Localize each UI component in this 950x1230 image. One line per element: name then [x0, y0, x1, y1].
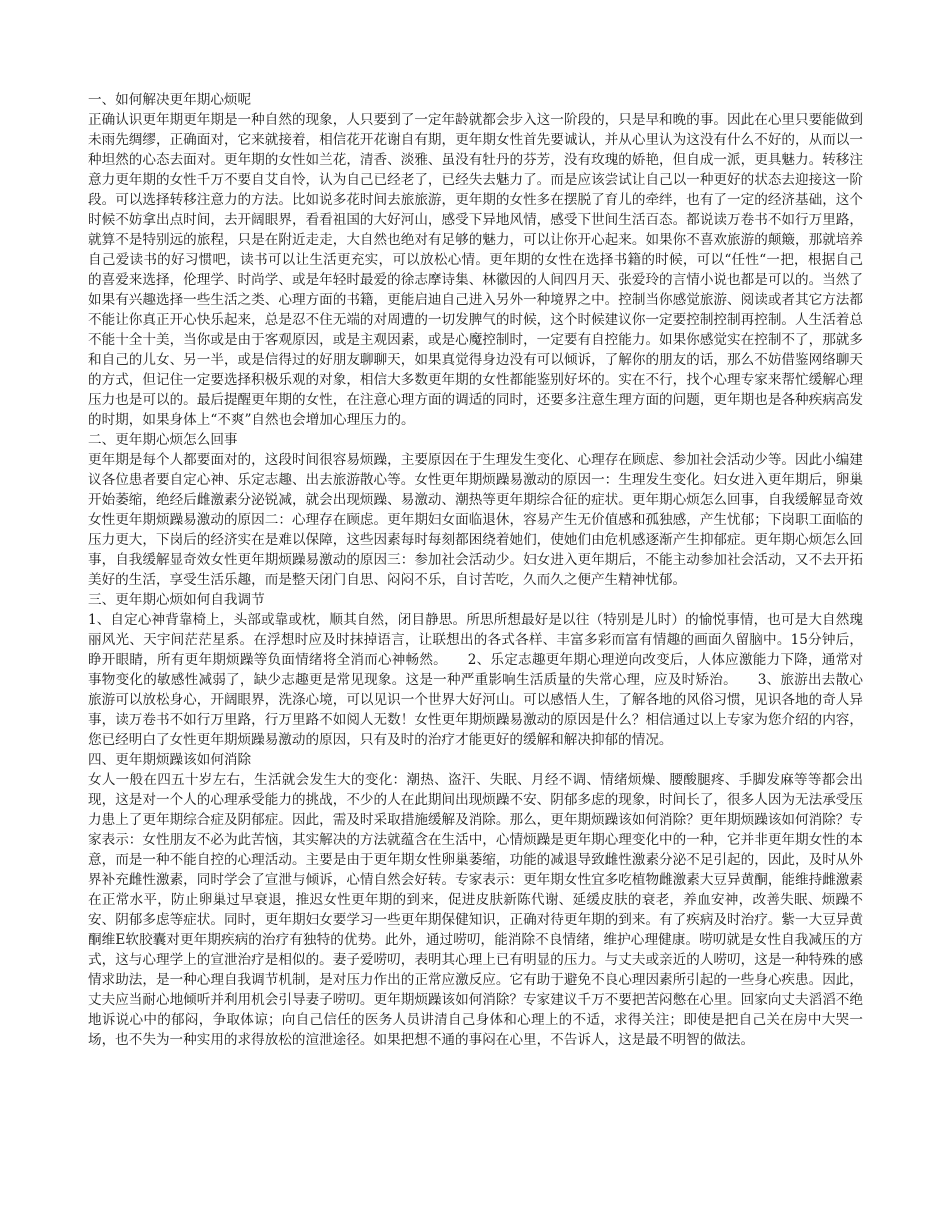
- section-body: 1、自定心神背靠椅上，头部或靠或枕，顺其自然，闭目静思。所思所想最好是以往（特别是儿时）的愉悦事情，也可是大自然瑰丽风光、天宇间茫茫星系。在浮想时应及时抹掉语言，让联想出的各式各样、丰富多彩而富有情趣的画面久留脑中。15分钟后，睁开眼睛，所有更年期烦躁等负面情绪将全消而心神畅然。 2、乐定志趣更年期心理逆向改变后，人体应激能力下降，通常对事物变化的敏感性减弱了，缺少志趣更是常见现象。这是一种严重影响生活质量的失常心理，应及时矫治。 3、旅游出去散心旅游可以放松身心，开阔眼界，洗涤心境，可以见识一个世界大好河山。可以感悟人生，了解各地的风俗习惯，见识各地的奇人异事，读万卷书不如行万里路，行万里路不如阅人无数！女性更年期烦躁易激动的原因是什么？相信通过以上专家为您介绍的内容，您已经明白了女性更年期烦躁易激动的原因，只有及时的治疗才能更好的缓解和解决抑郁的情况。: [88, 612, 863, 748]
- section-3: [88, 590, 863, 750]
- section-heading: 二、更年期心烦怎么回事: [88, 432, 238, 448]
- document-page: [88, 90, 863, 1050]
- section-1: [88, 90, 863, 430]
- section-heading: 四、更年期烦躁该如何消除: [88, 752, 252, 768]
- section-body: 女人一般在四五十岁左右，生活就会发生大的变化：潮热、盗汗、失眠、月经不调、情绪烦燥、腰酸腿疼、手脚发麻等等都会出现，这是对一个人的心理承受能力的挑战，不少的人在此期间出现烦躁不安、阴郁多虑的现象，时间长了，很多人因为无法承受压力患上了更年期综合症及阴郁症。因此，需及时采取措施缓解及消除。那么，更年期烦躁该如何消除？更年期烦躁该如何消除？专家表示：女性朋友不必为此苦恼，其实解决的方法就蕴含在生活中，心情烦躁是更年期心理变化中的一种，它并非更年期女性的本意，而是一种不能自控的心理活动。主要是由于更年期女性卵巢萎缩，功能的减退导致雌性激素分泌不足引起的，因此，及时从外界补充雌性激素，同时学会了宣泄与倾诉，心情自然会好转。专家表示：更年期女性宜多吃植物雌激素大豆异黄酮，能维持雌激素在正常水平，防止卵巢过早衰退，推迟女性更年期的到来，促进皮肤新陈代谢、延缓皮肤的衰老，养血安神，改善失眠、烦躁不安、阴郁多虑等症状。同时，更年期妇女要学习一些更年期保健知识，正确对待更年期的到来。有了疾病及时治疗。紫一大豆异黄酮维E软胶囊对更年期疾病的治疗有独特的优势。此外，通过唠叨，能消除不良情绪，维护心理健康。唠叨就是女性自我减压的方式，这与心理学上的宣泄治疗是相似的。妻子爱唠叨，表明其心理上已有明显的压力。与丈夫或亲近的人唠叨，这是一种特殊的感情求助法，是一种心理自我调节机制，是对压力作出的正常应激反应。它有助于避免不良心理因素所引起的一些身心疾患。因此，丈夫应当耐心地倾听并利用机会引导妻子唠叨。更年期烦躁该如何消除？专家建议千万不要把苦闷憋在心里。回家向丈夫滔滔不绝地诉说心中的郁闷，争取体谅；向自己信任的医务人员讲清自己身体和心理上的不适，求得关注；即使是把自己关在房中大哭一场，也不失为一种实用的求得放松的渲泄途径。如果把想不通的事闷在心里，不告诉人，这是最不明智的做法。: [88, 772, 863, 1048]
- section-2: [88, 430, 863, 590]
- section-heading: 一、如何解决更年期心烦呢: [88, 92, 252, 108]
- section-heading: 三、更年期心烦如何自我调节: [88, 592, 265, 608]
- section-body: 更年期是每个人都要面对的，这段时间很容易烦躁，主要原因在于生理发生变化、心理存在顾虑、参加社会活动少等。因此小编建议各位患者要自定心神、乐定志趣、出去旅游散心等。女性更年期烦躁易激动的原因一：生理发生变化。妇女进入更年期后，卵巢开始萎缩，绝经后雌激素分泌锐减，就会出现烦躁、易激动、潮热等更年期综合征的症状。更年期心烦怎么回事，自我缓解显奇效女性更年期烦躁易激动的原因二：心理存在顾虑。更年期妇女面临退休，容易产生无价值感和孤独感，产生忧郁；下岗职工面临的压力更大，下岗后的经济实在是难以保障，这些因素每时每刻都困绕着她们，使她们由危机感逐渐产生抑郁症。更年期心烦怎么回事，自我缓解显奇效女性更年期烦躁易激动的原因三：参加社会活动少。妇女进入更年期后，不能主动参加社会活动，又不去开拓美好的生活，享受生活乐趣，而是整天闭门自思、闷闷不乐，自讨苦吃，久而久之便产生精神忧郁。: [88, 452, 863, 588]
- section-body: 正确认识更年期更年期是一种自然的现象，人只要到了一定年龄就都会步入这一阶段的，只是早和晚的事。因此在心里只要能做到未雨先绸缪，正确面对，它来就接着，相信花开花谢自有期，更年期女性首先要诚认，并从心里认为这没有什么不好的，从而以一种坦然的心态去面对。更年期的女性如兰花，清香、淡雅、虽没有牡丹的芬芳，没有玫瑰的娇艳，但自成一派，更具魅力。转移注意力更年期的女性千万不要自艾自怜，认为自己已经老了，已经失去魅力了。而是应该尝试让自己以一种更好的状态去迎接这一阶段。可以选择转移注意力的方法。比如说多花时间去旅旅游，更年期的女性多在摆脱了育儿的牵绊，也有了一定的经济基础，这个时候不妨拿出点时间，去开阔眼界，看看祖国的大好河山，感受下异地风情，感受下世间生活百态。都说读万卷书不如行万里路，就算不是特别远的旅程，只是在附近走走，大自然也绝对有足够的魅力，可以让你开心起来。如果你不喜欢旅游的颠簸，那就培养自己爱读书的好习惯吧，读书可以让生活更充实，可以放松心情。更年期的女性在选择书籍的时候，可以“任性“一把，根据自己的喜爱来选择，伦理学、时尚学、或是年轻时最爱的徐志摩诗集、林徽因的人间四月天、张爱玲的言情小说也都是可以的。当然了如果有兴趣选择一些生活之类、心理方面的书籍，更能启迪自己进入另外一种境界之中。控制当你感觉旅游、阅读或者其它方法都不能让你真正开心快乐起来，总是忍不住无端的对周遭的一切发脾气的时候，这个时候建议你一定要控制控制再控制。人生活着总不能十全十美，当你或是由于客观原因，或是主观因素，或是心魔控制时，一定要有自控能力。如果你感觉实在控制不了，那就多和自己的儿女、另一半，或是信得过的好朋友聊聊天，如果真觉得身边没有可以倾诉，了解你的朋友的话，那么不妨借鉴网络聊天的方式，但记住一定要选择积极乐观的对象，相信大多数更年期的女性都能鉴别好坏的。实在不行，找个心理专家来帮忙缓解心理压力也是可以的。最后提醒更年期的女性，在注意心理方面的调适的同时，还要多注意生理方面的问题，更年期也是各种疾病高发的时期，如果身体上“不爽”自然也会增加心理压力的。: [88, 112, 863, 428]
- section-4: [88, 750, 863, 1050]
